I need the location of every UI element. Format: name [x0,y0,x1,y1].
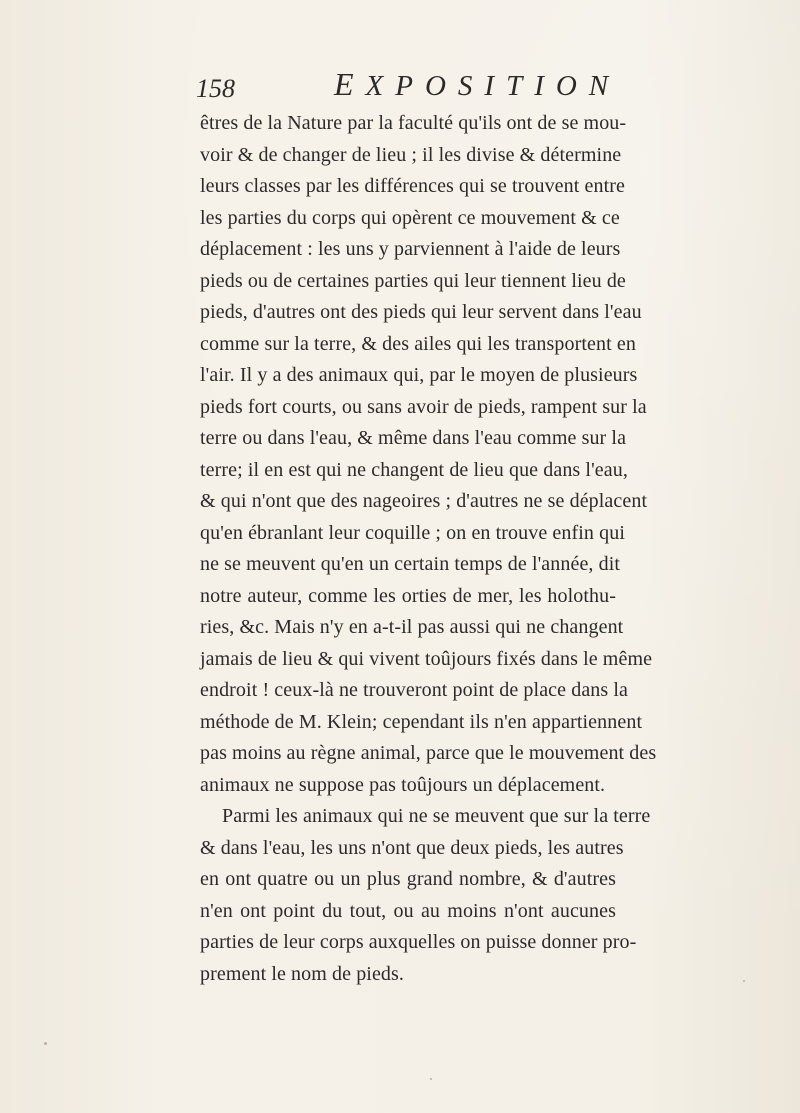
text-line: jamais de lieu & qui vivent toûjours fixés dans le même [200,647,653,670]
text-line: les parties du corps qui opèrent ce mouvement & ce [200,206,620,229]
page-number: 158 [196,74,235,103]
text-line: pieds, d'autres ont des pieds qui leur servent dans l'eau [200,301,642,323]
text-line: l'air. Il y a des animaux qui, par le moyen de plusieurs [200,364,638,386]
text-line: pas moins au règne animal, parce que le mouvement des [200,742,657,764]
text-line: animaux ne suppose pas toûjours un déplacement. [200,773,606,796]
text-line: parties de leur corps auxquelles on puisse donner pro- [200,931,637,953]
text-line: en ont quatre ou un plus grand nombre, & d'autres [200,868,616,890]
paper-speck [743,980,745,982]
text-line: leurs classes par les différences qui se trouvent entre [200,175,625,197]
text-line: pieds ou de certaines parties qui leur tiennent lieu de [200,269,626,292]
text-line: & qui n'ont que des nageoires ; d'autres ne se déplacent [200,490,648,512]
text-line: notre auteur, comme les orties de mer, les holothu- [200,584,616,607]
text-line: êtres de la Nature par la faculté qu'ils ont de se mou- [200,112,627,134]
text-line: qu'en ébranlant leur coquille ; on en trouve enfin qui [200,521,625,544]
text-line: terre; il en est qui ne changent de lieu que dans l'eau, [200,458,628,481]
text-line: ries, &c. Mais n'y en a-t-il pas aussi qui ne changent [200,616,624,638]
text-line: Parmi les animaux qui ne se meuvent que sur la terre [222,805,651,827]
text-line: endroit ! ceux-là ne trouveront point de place dans la [200,679,629,701]
text-line: terre ou dans l'eau, & même dans l'eau comme sur la [200,427,627,449]
page-header [196,66,621,106]
text-line: méthode de M. Klein; cependant ils n'en appartiennent [200,710,643,733]
paper-speck [44,1042,47,1045]
text-line: & dans l'eau, les uns n'ont que deux pieds, les autres [200,836,624,859]
text-line: voir & de changer de lieu ; il les divise & détermine [200,143,622,166]
text-line: n'en ont point du tout, ou au moins n'ont aucunes [200,899,616,922]
text-line: comme sur la terre, & des ailes qui les transportent en [200,332,636,355]
paper-speck [430,1078,432,1080]
text-line: déplacement : les uns y parviennent à l'aide de leurs [200,238,621,260]
running-title-initial: E [334,66,366,102]
body-text [200,108,657,990]
text-line: prement le nom de pieds. [200,962,405,985]
running-title [334,66,620,103]
text-line: pieds fort courts, ou sans avoir de pieds, rampent sur la [200,395,647,418]
running-title-rest: XPOSITION [365,70,621,102]
text-line: ne se meuvent qu'en un certain temps de l'année, dit [200,553,621,575]
